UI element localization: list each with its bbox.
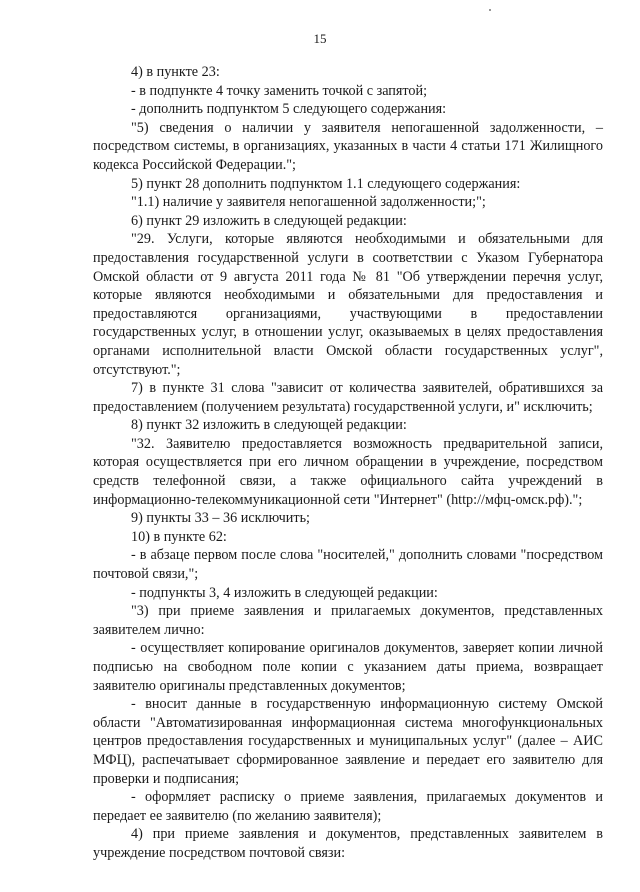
paragraph-subitem: - подпункты 3, 4 изложить в следующей редакции: <box>131 584 438 601</box>
paragraph-subitem-4: 4) при приеме заявления и документов, представленных заявителем в учреждение посредством почтовой связи: <box>93 826 603 861</box>
paragraph-quote: "32. Заявителю предоставляется возможность предварительной записи, которая осуществляется при его личном обращении в учреждение, посредством средств телефонной связи, а также официального сайта учреждений в информационно-телекоммуникационной сети "Интернет" (http://мфц-омск.рф)."; <box>93 435 603 508</box>
paragraph-item-9: 9) пункты 33 – 36 исключить; <box>131 510 310 527</box>
paragraph-subitem: - оформляет расписку о приеме заявления, прилагаемых документов и передает ее заявителю (по желанию заявителя); <box>93 789 603 824</box>
paragraph-quote: "1.1) наличие у заявителя непогашенной задолженности;"; <box>131 194 486 211</box>
document-body <box>93 63 603 863</box>
paragraph-subitem: - дополнить подпунктом 5 следующего содержания: <box>131 101 447 118</box>
paragraph-quote: "3) при приеме заявления и прилагаемых документов, представленных заявителем лично: <box>93 603 603 638</box>
page-number: 15 <box>313 31 327 46</box>
paragraph-subitem: - в абзаце первом после слова "носителей," дополнить словами "посредством почтовой связи,"; <box>93 547 603 583</box>
paragraph-quote: "5) сведения о наличии у заявителя непогашенной задолженности, – посредством системы, в организациях, указанных в части 4 статьи 171 Жилищного кодекса Российской Федерации."; <box>93 119 603 173</box>
paragraph-item-4-header: 4) в пункте 23: <box>131 64 220 80</box>
paragraph-subitem: - в подпункте 4 точку заменить точкой с запятой; <box>131 82 428 99</box>
paragraph-item-8: 8) пункт 32 изложить в следующей редакции: <box>131 417 407 434</box>
paragraph-item-6: 6) пункт 29 изложить в следующей редакции: <box>131 212 407 229</box>
paragraph-quote: "29. Услуги, которые являются необходимыми и обязательными для предоставления государственной услуги в соответствии с Указом Губернатора Омской области от 9 августа 2011 года № 81 "Об утверждении перечня услуг, которые являются необходимыми и обязательными для предоставления и предоставляются организациями, участвующими в предоставлении государственных услуг, в отношении услуг, оказываемых в целях предоставления органами исполнительной власти Омской области государственных услуг", отсутствуют."; <box>93 231 603 378</box>
paragraph-subitem: - осуществляет копирование оригиналов документов, заверяет копии личной подписью на свободном поле копии с указанием даты приема, возвращает заявителю оригиналы представленных документов; <box>93 640 603 694</box>
paragraph-item-10: 10) в пункте 62: <box>131 528 227 545</box>
paragraph-subitem: - вносит данные в государственную информационную систему Омской области "Автоматизированная информационная система многофункциональных центров предоставления государственных и муниципальных услуг" (далее – АИС МФЦ), распечатывает сформированное заявление и передает его заявителю для проверки и подписания; <box>93 696 603 787</box>
paragraph-item-7: 7) в пункте 31 слова "зависит от количества заявителей, обратившихся за предоставлением (получением результата) государственной услуги, и" исключить; <box>93 380 603 415</box>
paragraph-item-5: 5) пункт 28 дополнить подпунктом 1.1 следующего содержания: <box>131 175 521 192</box>
scan-speck <box>489 9 491 11</box>
